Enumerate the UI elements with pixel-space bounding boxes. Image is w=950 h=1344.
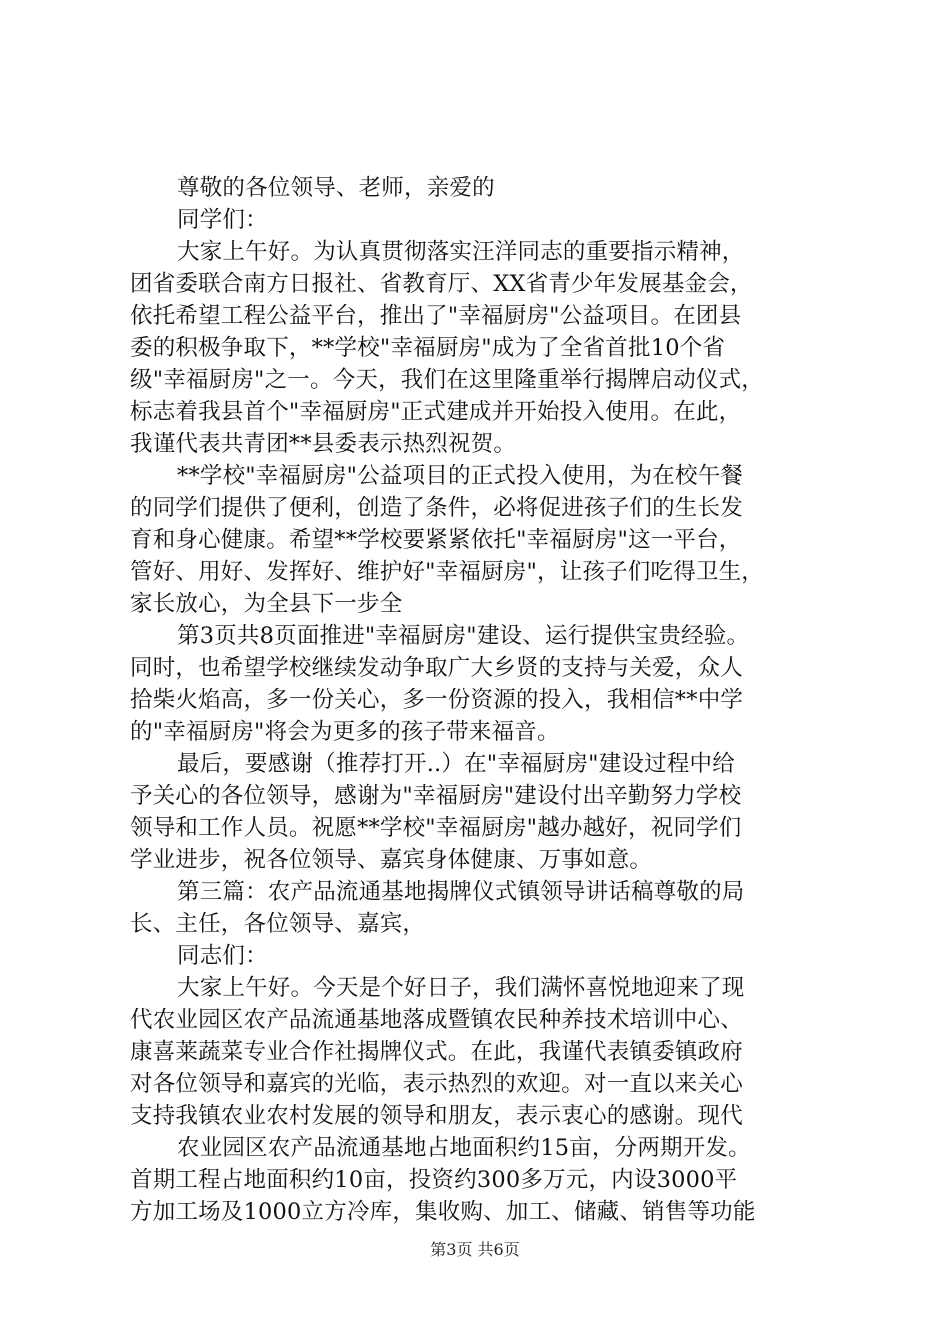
section-heading: 第三篇：农产品流通基地揭牌仪式镇领导讲话稿尊敬的局 [177, 879, 745, 905]
text-line: 同时，也希望学校继续发动争取广大乡贤的支持与关爱，众人 [130, 655, 743, 681]
text-line: 尊敬的各位领导、老师，亲爱的 [177, 175, 495, 201]
text-line: 康喜莱蔬菜专业合作社揭牌仪式。在此，我谨代表镇委镇政府 [130, 1039, 743, 1065]
text-line: 团省委联合南方日报社、省教育厅、XX省青少年发展基金会， [130, 271, 753, 297]
text-line: **学校"幸福厨房"公益项目的正式投入使用，为在校午餐 [177, 463, 744, 489]
text-line: 委的积极争取下，**学校"幸福厨房"成为了全省首批10个省 [130, 335, 726, 361]
text-line: 依托希望工程公益平台，推出了"幸福厨房"公益项目。在团县 [130, 303, 742, 329]
text-line: 育和身心健康。希望**学校要紧紧依托"幸福厨房"这一平台， [130, 527, 742, 553]
text-line: 第3页共8页面推进"幸福厨房"建设、运行提供宝贵经验。 [177, 623, 750, 649]
text-line: 学业进步，祝各位领导、嘉宾身体健康、万事如意。 [130, 847, 653, 873]
text-line: 长、主任，各位领导、嘉宾， [130, 911, 426, 937]
text-line: 的同学们提供了便利，创造了条件，必将促进孩子们的生长发 [130, 495, 743, 521]
text-line: 支持我镇农业农村发展的领导和朋友，表示衷心的感谢。现代 [130, 1103, 743, 1129]
text-line: 方加工场及1000立方冷库，集收购、加工、储藏、销售等功能 [130, 1199, 756, 1225]
text-line: 代农业园区农产品流通基地落成暨镇农民种养技术培训中心、 [130, 1007, 743, 1033]
text-line: 首期工程占地面积约10亩，投资约300多万元，内设3000平 [130, 1167, 738, 1193]
text-line: 大家上午好。今天是个好日子，我们满怀喜悦地迎来了现 [177, 975, 745, 1001]
text-line: 对各位领导和嘉宾的光临，表示热烈的欢迎。对一直以来关心 [130, 1071, 743, 1097]
text-line: 管好、用好、发挥好、维护好"幸福厨房"，让孩子们吃得卫生， [130, 559, 764, 585]
text-line: 同志们： [177, 943, 268, 969]
text-line: 级"幸福厨房"之一。今天，我们在这里隆重举行揭牌启动仪式， [130, 367, 764, 393]
text-line: 我谨代表共青团**县委表示热烈祝贺。 [130, 431, 517, 457]
text-line: 的"幸福厨房"将会为更多的孩子带来福音。 [130, 719, 560, 745]
text-line: 标志着我县首个"幸福厨房"正式建成并开始投入使用。在此， [130, 399, 742, 425]
text-line: 最后，要感谢（推荐打开..）在"幸福厨房"建设过程中给 [177, 751, 735, 777]
document-body [130, 172, 835, 1228]
text-line: 拾柴火焰高，多一份关心，多一份资源的投入，我相信**中学 [130, 687, 744, 713]
text-line: 大家上午好。为认真贯彻落实汪洋同志的重要指示精神， [177, 239, 745, 265]
text-line: 予关心的各位领导，感谢为"幸福厨房"建设付出辛勤努力学校 [130, 783, 742, 809]
text-line: 同学们： [177, 207, 268, 233]
text-line: 领导和工作人员。祝愿**学校"幸福厨房"越办越好，祝同学们 [130, 815, 742, 841]
page-footer: 第3页 共6页 [430, 1240, 520, 1259]
text-line: 农业园区农产品流通基地占地面积约15亩，分两期开发。 [177, 1135, 751, 1161]
text-line: 家长放心，为全县下一步全 [130, 591, 403, 617]
